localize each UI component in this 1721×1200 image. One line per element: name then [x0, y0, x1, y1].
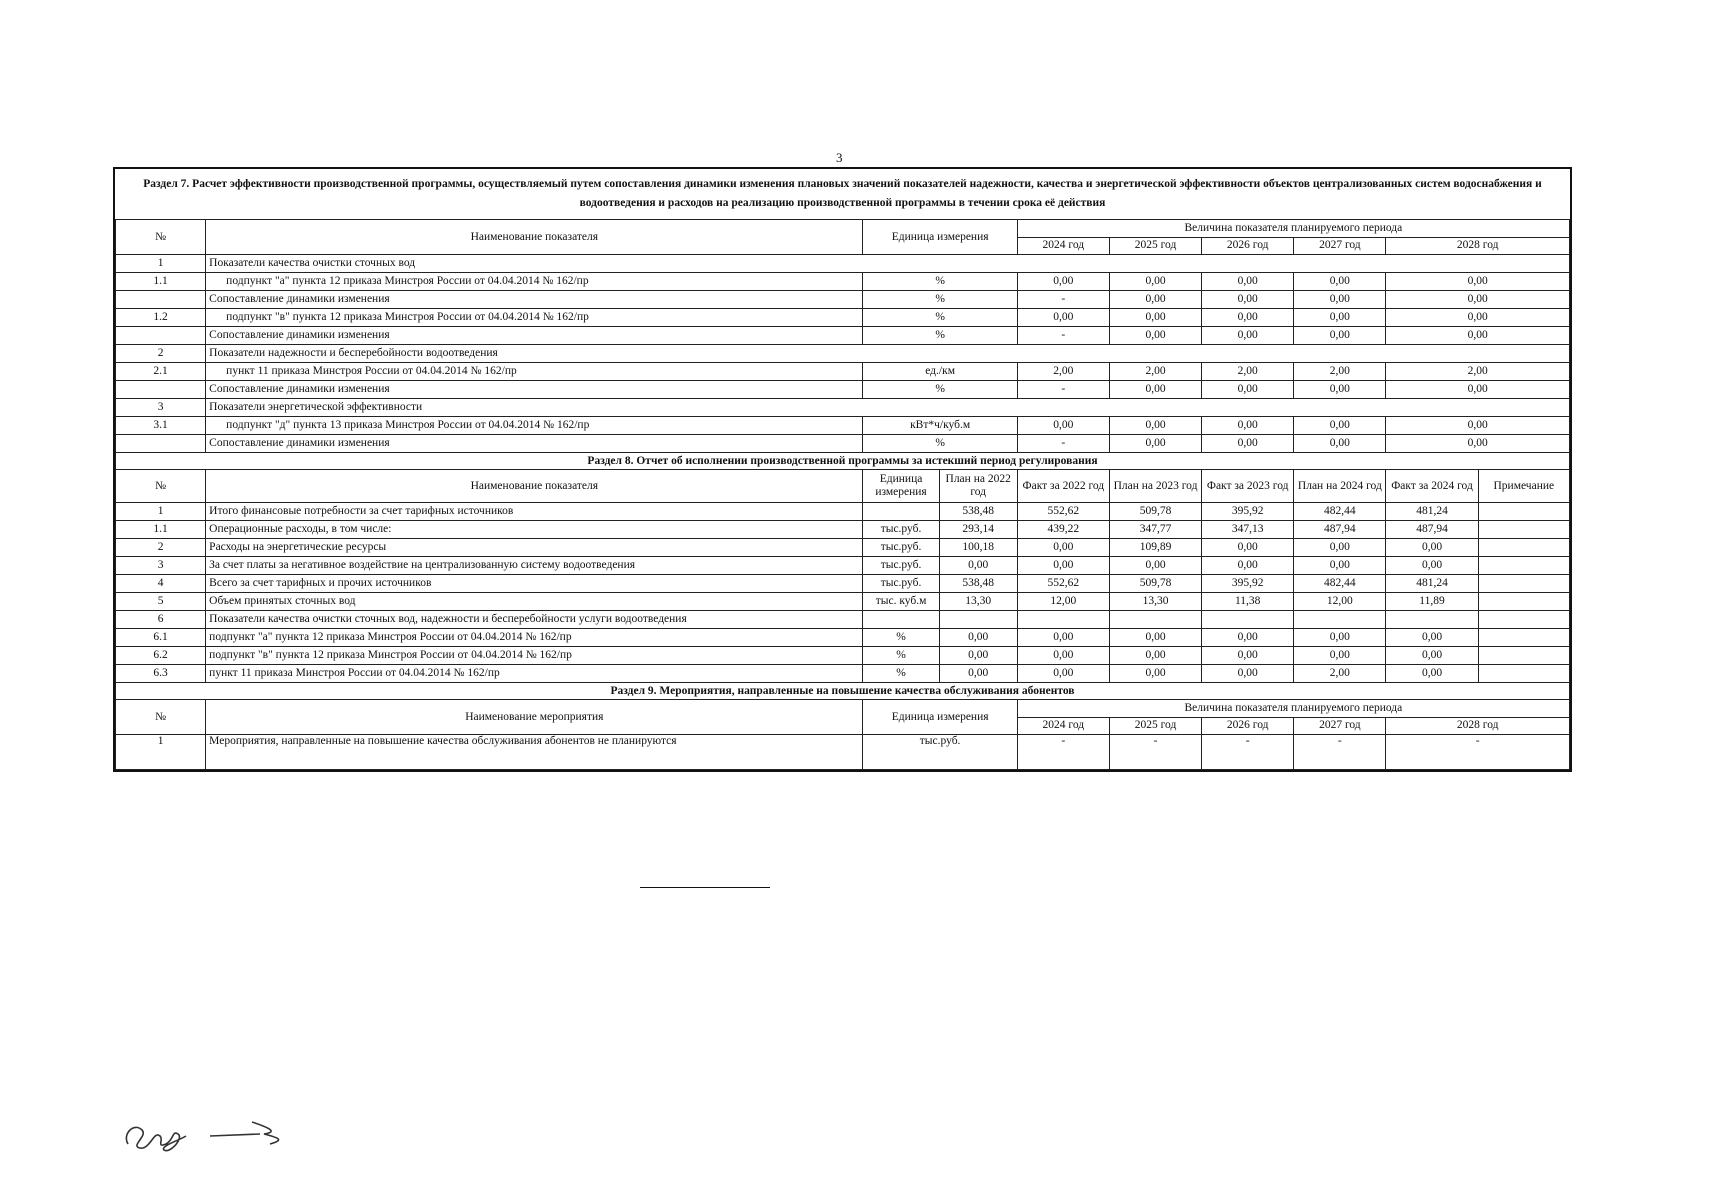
row-value: 0,00 [1294, 629, 1386, 647]
section9-body [116, 683, 1570, 770]
s9-year: 2025 год [1109, 717, 1201, 735]
row-value: 0,00 [1109, 381, 1201, 399]
row-value: 0,00 [1386, 539, 1478, 557]
row-value: 0,00 [1294, 327, 1386, 345]
row-value: 482,44 [1294, 503, 1386, 521]
table-row [116, 399, 1570, 417]
row-note [1478, 575, 1569, 593]
row-name: Сопоставление динамики изменения [206, 381, 863, 399]
row-name: пункт 11 приказа Минстроя России от 04.04.2014 № 162/пр [206, 665, 863, 683]
row-value: 487,94 [1386, 521, 1478, 539]
row-value: 0,00 [1386, 309, 1570, 327]
row-value: 0,00 [1109, 273, 1201, 291]
row-name: Операционные расходы, в том числе: [206, 521, 863, 539]
row-value: 12,00 [1017, 593, 1109, 611]
row-value: 0,00 [1386, 557, 1478, 575]
row-value: 0,00 [1109, 665, 1201, 683]
s8-col-head: План на 2023 год [1109, 470, 1201, 503]
row-value: 293,14 [939, 521, 1017, 539]
row-value: 0,00 [1386, 381, 1570, 399]
s9-year: 2026 год [1202, 717, 1294, 735]
table-row [116, 345, 1570, 363]
row-value: 0,00 [1109, 417, 1201, 435]
row-number: 2 [116, 345, 206, 363]
row-value: 0,00 [1017, 309, 1109, 327]
row-group-title: Показатели надежности и бесперебойности водоотведения [206, 345, 1570, 363]
page-number: 3 [836, 150, 843, 165]
row-value: 0,00 [939, 629, 1017, 647]
row-value: 0,00 [1294, 539, 1386, 557]
row-unit: % [863, 309, 1017, 327]
row-number: 1 [116, 503, 206, 521]
row-value: 0,00 [1017, 647, 1109, 665]
row-value: 0,00 [1202, 557, 1294, 575]
row-value: 0,00 [1109, 647, 1201, 665]
row-name: За счет платы за негативное воздействие на централизованную систему водоотведения [206, 557, 863, 575]
row-value: - [1017, 735, 1109, 770]
s7-col-unit: Единица измерения [863, 220, 1017, 255]
table-row [116, 539, 1570, 557]
row-unit: % [863, 291, 1017, 309]
row-unit: тыс. куб.м [863, 593, 939, 611]
s8-col-head: План на 2022 год [939, 470, 1017, 503]
table-row [116, 417, 1570, 435]
row-value: 13,30 [1109, 593, 1201, 611]
s8-col-no: № [116, 470, 206, 503]
row-value: - [1202, 735, 1294, 770]
row-value: 0,00 [1294, 435, 1386, 453]
row-number: 3 [116, 399, 206, 417]
row-value: 0,00 [1202, 327, 1294, 345]
row-value: 0,00 [1202, 381, 1294, 399]
row-value: 0,00 [1017, 539, 1109, 557]
row-number: 6.1 [116, 629, 206, 647]
s9-col-no: № [116, 700, 206, 735]
s8-col-head: Факт за 2024 год [1386, 470, 1478, 503]
row-number: 1.1 [116, 273, 206, 291]
section9-title: Раздел 9. Мероприятия, направленные на повышение качества обслуживания абонентов [116, 683, 1570, 700]
row-value: 0,00 [1202, 647, 1294, 665]
s8-col-head: Факт за 2023 год [1202, 470, 1294, 503]
row-value: 11,89 [1386, 593, 1478, 611]
row-value: 0,00 [1017, 273, 1109, 291]
row-value: 395,92 [1202, 503, 1294, 521]
row-unit: % [863, 273, 1017, 291]
table-row [116, 381, 1570, 399]
report-table [115, 169, 1570, 770]
s9-col-group: Величина показателя планируемого периода [1017, 700, 1569, 718]
row-value: 0,00 [1202, 417, 1294, 435]
empty-cell [1109, 611, 1201, 629]
section7-body [116, 169, 1570, 453]
row-note [1478, 557, 1569, 575]
row-name: Сопоставление динамики изменения [206, 327, 863, 345]
row-value: 481,24 [1386, 575, 1478, 593]
empty-cell [1386, 611, 1478, 629]
row-unit: % [863, 629, 939, 647]
section8-title: Раздел 8. Отчет об исполнении производственной программы за истекший период регулирования [116, 453, 1570, 470]
s9-col-name: Наименование мероприятия [206, 700, 863, 735]
row-note [1478, 593, 1569, 611]
empty-cell [939, 611, 1017, 629]
s7-year: 2025 год [1109, 237, 1201, 255]
s7-year: 2024 год [1017, 237, 1109, 255]
row-value: 0,00 [1386, 291, 1570, 309]
row-unit: тыс.руб. [863, 735, 1017, 770]
row-name: Всего за счет тарифных и прочих источников [206, 575, 863, 593]
row-value: 100,18 [939, 539, 1017, 557]
empty-cell [1017, 611, 1109, 629]
row-number: 1 [116, 735, 206, 770]
row-value: 109,89 [1109, 539, 1201, 557]
row-value: 538,48 [939, 575, 1017, 593]
row-number [116, 291, 206, 309]
section8-body [116, 453, 1570, 683]
row-value: 395,92 [1202, 575, 1294, 593]
row-number [116, 381, 206, 399]
table-row [116, 593, 1570, 611]
row-note [1478, 521, 1569, 539]
row-value: 552,62 [1017, 575, 1109, 593]
row-number: 6.2 [116, 647, 206, 665]
row-name: пункт 11 приказа Минстроя России от 04.04.2014 № 162/пр [206, 363, 863, 381]
row-value: 0,00 [1386, 327, 1570, 345]
row-unit: ед./км [863, 363, 1017, 381]
row-value: 509,78 [1109, 503, 1201, 521]
row-value: 0,00 [1386, 435, 1570, 453]
row-value: 0,00 [1386, 647, 1478, 665]
row-note [1478, 665, 1569, 683]
row-number: 6 [116, 611, 206, 629]
row-value: 347,77 [1109, 521, 1201, 539]
s7-col-name: Наименование показателя [206, 220, 863, 255]
empty-cell [1202, 611, 1294, 629]
row-unit: % [863, 327, 1017, 345]
row-note [1478, 503, 1569, 521]
s7-col-group: Величина показателя планируемого периода [1017, 220, 1569, 238]
row-value: - [1017, 327, 1109, 345]
table-row [116, 309, 1570, 327]
row-unit: % [863, 665, 939, 683]
s9-year: 2028 год [1386, 717, 1570, 735]
table-row [116, 521, 1570, 539]
row-name: подпункт "д" пункта 13 приказа Минстроя России от 04.04.2014 № 162/пр [206, 417, 863, 435]
row-name: Мероприятия, направленные на повышение качества обслуживания абонентов не планируются [206, 735, 863, 770]
row-value: 0,00 [1294, 381, 1386, 399]
s8-col-head: План на 2024 год [1294, 470, 1386, 503]
row-value: 2,00 [1294, 363, 1386, 381]
table-row [116, 611, 1570, 629]
row-value: 487,94 [1294, 521, 1386, 539]
row-unit: % [863, 435, 1017, 453]
s7-col-no: № [116, 220, 206, 255]
row-value: 439,22 [1017, 521, 1109, 539]
row-value: 0,00 [939, 665, 1017, 683]
row-value: 0,00 [939, 557, 1017, 575]
table-row [116, 327, 1570, 345]
row-value: 0,00 [1109, 557, 1201, 575]
row-value: 0,00 [939, 647, 1017, 665]
row-value: 552,62 [1017, 503, 1109, 521]
row-number: 1.1 [116, 521, 206, 539]
s8-col-name: Наименование показателя [206, 470, 863, 503]
row-value: 2,00 [1109, 363, 1201, 381]
s7-year: 2028 год [1386, 237, 1570, 255]
row-note [1478, 629, 1569, 647]
row-value: 0,00 [1294, 309, 1386, 327]
row-value: 0,00 [1294, 291, 1386, 309]
table-row [116, 255, 1570, 273]
row-value: - [1017, 291, 1109, 309]
row-value: 13,30 [939, 593, 1017, 611]
row-value: 0,00 [1386, 417, 1570, 435]
table-row [116, 557, 1570, 575]
empty-cell [863, 611, 939, 629]
table-row [116, 363, 1570, 381]
row-number [116, 327, 206, 345]
row-value: 0,00 [1017, 417, 1109, 435]
row-value: 0,00 [1202, 435, 1294, 453]
row-unit: тыс.руб. [863, 575, 939, 593]
table-row [116, 575, 1570, 593]
row-value: 0,00 [1202, 629, 1294, 647]
row-value: 347,13 [1202, 521, 1294, 539]
row-value: 0,00 [1294, 647, 1386, 665]
s7-year: 2026 год [1202, 237, 1294, 255]
row-value: 0,00 [1294, 273, 1386, 291]
s9-col-unit: Единица измерения [863, 700, 1017, 735]
row-value: 0,00 [1109, 327, 1201, 345]
row-value: - [1017, 435, 1109, 453]
row-unit: тыс.руб. [863, 539, 939, 557]
row-value: 0,00 [1109, 291, 1201, 309]
row-value: 12,00 [1294, 593, 1386, 611]
row-note [1478, 539, 1569, 557]
row-name: Сопоставление динамики изменения [206, 291, 863, 309]
row-value: 0,00 [1017, 665, 1109, 683]
footer-rule [640, 887, 770, 888]
row-group-title: Показатели качества очистки сточных вод [206, 255, 1570, 273]
row-name: Показатели качества очистки сточных вод, надежности и бесперебойности услуги водоотведения [206, 611, 863, 629]
row-value: 0,00 [1109, 629, 1201, 647]
row-value: 0,00 [1202, 665, 1294, 683]
row-name: подпункт "а" пункта 12 приказа Минстроя России от 04.04.2014 № 162/пр [206, 629, 863, 647]
row-value: 481,24 [1386, 503, 1478, 521]
row-name: Сопоставление динамики изменения [206, 435, 863, 453]
row-unit: кВт*ч/куб.м [863, 417, 1017, 435]
row-name: подпункт "а" пункта 12 приказа Минстроя России от 04.04.2014 № 162/пр [206, 273, 863, 291]
row-value: 2,00 [1202, 363, 1294, 381]
row-value: - [1109, 735, 1201, 770]
row-group-title: Показатели энергетической эффективности [206, 399, 1570, 417]
s9-year: 2024 год [1017, 717, 1109, 735]
row-unit: тыс.руб. [863, 557, 939, 575]
table-row [116, 273, 1570, 291]
row-value: 0,00 [1294, 557, 1386, 575]
table-row [116, 647, 1570, 665]
table-row [116, 629, 1570, 647]
row-number: 4 [116, 575, 206, 593]
s8-col-head: Факт за 2022 год [1017, 470, 1109, 503]
row-number: 6.3 [116, 665, 206, 683]
row-number: 1 [116, 255, 206, 273]
row-name: Объем принятых сточных вод [206, 593, 863, 611]
document-frame [113, 167, 1572, 772]
row-name: подпункт "в" пункта 12 приказа Минстроя России от 04.04.2014 № 162/пр [206, 309, 863, 327]
row-value: 0,00 [1017, 557, 1109, 575]
table-row [116, 503, 1570, 521]
section7-title: Раздел 7. Расчет эффективности производственной программы, осуществляемый путем сопоставления динамики изменения плановых значений показателей надежности, качества и энергетической эффективности объектов централизованных систем водоснабжения и водоотведения и расходов на реализацию производственной программы в течении срока её действия [116, 169, 1570, 220]
row-number [116, 435, 206, 453]
s9-year: 2027 год [1294, 717, 1386, 735]
table-row [116, 291, 1570, 309]
row-value: 0,00 [1386, 273, 1570, 291]
row-number: 5 [116, 593, 206, 611]
row-name: Итого финансовые потребности за счет тарифных источников [206, 503, 863, 521]
row-value: 0,00 [1017, 629, 1109, 647]
s8-col-note: Примечание [1478, 470, 1569, 503]
row-unit: тыс.руб. [863, 521, 939, 539]
row-value: - [1386, 735, 1570, 770]
row-value: 538,48 [939, 503, 1017, 521]
table-row [116, 435, 1570, 453]
row-value: 0,00 [1294, 417, 1386, 435]
row-value: - [1294, 735, 1386, 770]
row-name: подпункт "в" пункта 12 приказа Минстроя России от 04.04.2014 № 162/пр [206, 647, 863, 665]
row-value: 0,00 [1109, 309, 1201, 327]
row-value: 2,00 [1294, 665, 1386, 683]
row-unit: % [863, 647, 939, 665]
row-number: 2.1 [116, 363, 206, 381]
row-value: 11,38 [1202, 593, 1294, 611]
row-value: 0,00 [1202, 291, 1294, 309]
table-row [116, 665, 1570, 683]
row-number: 1.2 [116, 309, 206, 327]
handwritten-signature [120, 1100, 350, 1160]
row-value: 0,00 [1386, 629, 1478, 647]
row-unit [863, 503, 939, 521]
row-value: 509,78 [1109, 575, 1201, 593]
row-note [1478, 647, 1569, 665]
row-number: 3.1 [116, 417, 206, 435]
row-unit: % [863, 381, 1017, 399]
s7-year: 2027 год [1294, 237, 1386, 255]
row-value: 0,00 [1202, 273, 1294, 291]
row-value: - [1017, 381, 1109, 399]
row-value: 0,00 [1386, 665, 1478, 683]
row-value: 2,00 [1386, 363, 1570, 381]
row-number: 2 [116, 539, 206, 557]
s8-col-unit: Единица измерения [863, 470, 939, 503]
row-value: 0,00 [1202, 539, 1294, 557]
empty-cell [1478, 611, 1569, 629]
row-value: 0,00 [1109, 435, 1201, 453]
row-value: 482,44 [1294, 575, 1386, 593]
row-value: 0,00 [1202, 309, 1294, 327]
row-name: Расходы на энергетические ресурсы [206, 539, 863, 557]
empty-cell [1294, 611, 1386, 629]
row-number: 3 [116, 557, 206, 575]
row-value: 2,00 [1017, 363, 1109, 381]
table-row [116, 735, 1570, 770]
